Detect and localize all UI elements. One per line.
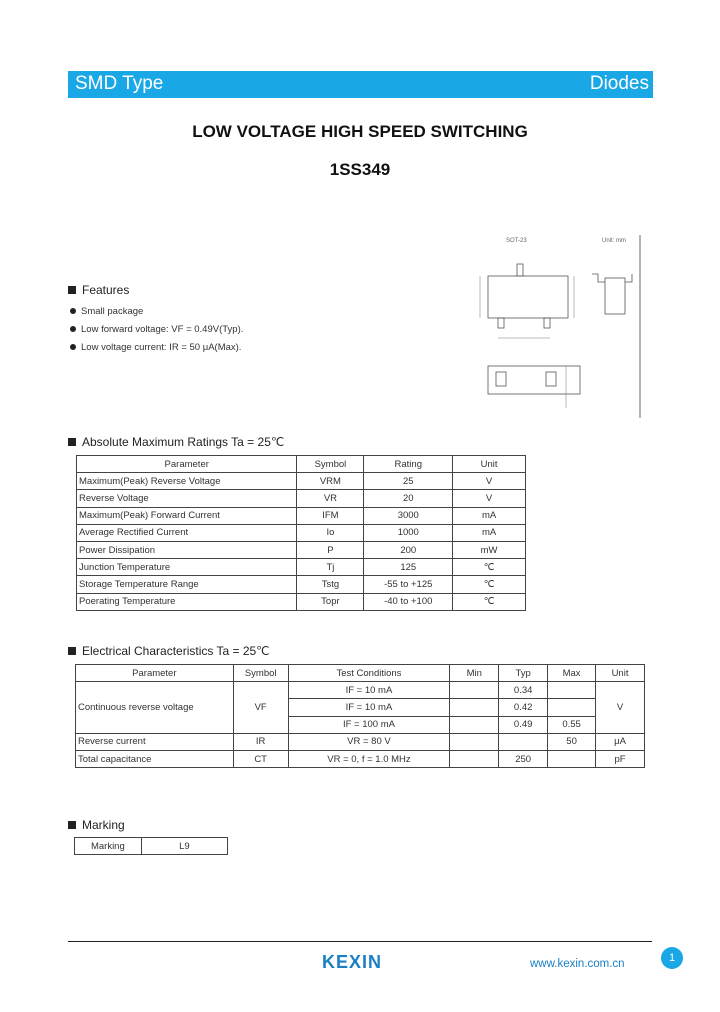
cell-max: 0.55 <box>548 716 596 733</box>
cell-max <box>548 699 596 716</box>
elec-heading <box>68 644 270 658</box>
cell-rating: 125 <box>364 559 453 576</box>
table-row <box>75 838 228 855</box>
table-row <box>76 750 645 767</box>
table-row <box>77 559 526 576</box>
col-typ: Typ <box>499 665 548 682</box>
col-unit: Unit <box>453 456 526 473</box>
diagram-package-label: SOT-23 <box>506 238 527 244</box>
cell-conditions: VR = 0, f = 1.0 MHz <box>288 750 450 767</box>
feature-text: Low forward voltage: VF = 0.49V(Typ). <box>81 323 244 335</box>
cell-symbol: CT <box>233 750 288 767</box>
document-title: LOW VOLTAGE HIGH SPEED SWITCHING <box>192 122 528 141</box>
marking-label: Marking <box>75 838 142 855</box>
cell-typ: 0.42 <box>499 699 548 716</box>
bullet-square-icon <box>68 438 76 446</box>
cell-symbol: IR <box>233 733 288 750</box>
table-row <box>77 490 526 507</box>
table-header-row <box>76 665 645 682</box>
cell-unit: ℃ <box>453 559 526 576</box>
cell-conditions: VR = 80 V <box>288 733 450 750</box>
cell-conditions: IF = 10 mA <box>288 682 450 699</box>
cell-unit: mA <box>453 507 526 524</box>
cell-min <box>450 699 499 716</box>
bullet-dot-icon <box>70 326 76 332</box>
cell-parameter: Storage Temperature Range <box>77 576 297 593</box>
feature-item <box>70 302 243 320</box>
cell-symbol: VRM <box>297 473 364 490</box>
cell-parameter: Maximum(Peak) Forward Current <box>77 507 297 524</box>
cell-parameter: Junction Temperature <box>77 559 297 576</box>
abs-max-heading-text: Absolute Maximum Ratings Ta = 25℃ <box>82 435 285 449</box>
col-parameter: Parameter <box>76 665 234 682</box>
cell-typ: 0.49 <box>499 716 548 733</box>
feature-item <box>70 320 243 338</box>
marking-value: L9 <box>141 838 227 855</box>
table-row <box>76 733 645 750</box>
website-link[interactable]: www.kexin.com.cn <box>530 958 625 970</box>
cell-parameter: Average Rectified Current <box>77 524 297 541</box>
elec-heading-text: Electrical Characteristics Ta = 25℃ <box>82 644 270 658</box>
col-symbol: Symbol <box>233 665 288 682</box>
cell-parameter: Reverse current <box>76 733 234 750</box>
table-row <box>77 524 526 541</box>
cell-unit: ℃ <box>453 576 526 593</box>
marking-table <box>74 837 228 855</box>
cell-max: 50 <box>548 733 596 750</box>
cell-unit: μA <box>596 733 645 750</box>
cell-unit: ℃ <box>453 593 526 610</box>
cell-unit: V <box>453 473 526 490</box>
header-bar <box>68 71 653 98</box>
cell-symbol: Io <box>297 524 364 541</box>
cell-rating: -55 to +125 <box>364 576 453 593</box>
col-unit: Unit <box>596 665 645 682</box>
cell-parameter: Total capacitance <box>76 750 234 767</box>
cell-unit: mW <box>453 541 526 558</box>
cell-typ <box>499 733 548 750</box>
cell-rating: 20 <box>364 490 453 507</box>
package-outline-diagram <box>470 230 645 420</box>
cell-unit: V <box>596 682 645 734</box>
abs-max-table <box>76 455 526 611</box>
col-rating: Rating <box>364 456 453 473</box>
cell-conditions: IF = 100 mA <box>288 716 450 733</box>
features-heading <box>68 283 129 297</box>
cell-rating: 1000 <box>364 524 453 541</box>
bullet-square-icon <box>68 647 76 655</box>
cell-symbol: VF <box>233 682 288 734</box>
cell-unit: pF <box>596 750 645 767</box>
cell-unit: mA <box>453 524 526 541</box>
cell-symbol: Topr <box>297 593 364 610</box>
cell-parameter: Maximum(Peak) Reverse Voltage <box>77 473 297 490</box>
col-test-conditions: Test Conditions <box>288 665 450 682</box>
part-number: 1SS349 <box>329 160 391 179</box>
footer-divider <box>68 941 652 942</box>
cell-symbol: Tstg <box>297 576 364 593</box>
diagram-unit-label: Unit: mm <box>602 238 626 244</box>
table-row <box>77 593 526 610</box>
cell-rating: 25 <box>364 473 453 490</box>
cell-symbol: VR <box>297 490 364 507</box>
features-list <box>70 302 243 356</box>
col-min: Min <box>450 665 499 682</box>
col-max: Max <box>548 665 596 682</box>
table-row <box>77 507 526 524</box>
col-symbol: Symbol <box>297 456 364 473</box>
cell-conditions: IF = 10 mA <box>288 699 450 716</box>
table-row <box>77 576 526 593</box>
page-number: 1 <box>661 947 683 969</box>
cell-symbol: IFM <box>297 507 364 524</box>
kexin-logo: KEXIN <box>322 952 383 972</box>
feature-text: Small package <box>81 305 144 317</box>
cell-rating: 3000 <box>364 507 453 524</box>
cell-min <box>450 716 499 733</box>
header-type: Diodes <box>589 73 649 94</box>
features-heading-text: Features <box>82 283 130 297</box>
cell-parameter: Reverse Voltage <box>77 490 297 507</box>
cell-symbol: Tj <box>297 559 364 576</box>
cell-max <box>548 750 596 767</box>
cell-parameter: Continuous reverse voltage <box>76 682 234 734</box>
bullet-square-icon <box>68 821 76 829</box>
cell-parameter: Power Dissipation <box>77 541 297 558</box>
feature-item <box>70 338 243 356</box>
cell-typ: 250 <box>499 750 548 767</box>
feature-text: Low voltage current: IR = 50 μA(Max). <box>81 341 242 353</box>
header-category: SMD Type <box>75 73 164 94</box>
marking-heading-text: Marking <box>82 818 125 832</box>
cell-typ: 0.34 <box>499 682 548 699</box>
cell-min <box>450 750 499 767</box>
bullet-dot-icon <box>70 344 76 350</box>
cell-min <box>450 682 499 699</box>
col-parameter: Parameter <box>77 456 297 473</box>
table-header-row <box>77 456 526 473</box>
abs-max-heading <box>68 435 284 449</box>
marking-heading <box>68 818 125 832</box>
table-row <box>77 541 526 558</box>
cell-unit: V <box>453 490 526 507</box>
cell-symbol: P <box>297 541 364 558</box>
cell-rating: 200 <box>364 541 453 558</box>
table-row <box>76 682 645 699</box>
cell-parameter: Poerating Temperature <box>77 593 297 610</box>
cell-rating: -40 to +100 <box>364 593 453 610</box>
table-row <box>77 473 526 490</box>
cell-min <box>450 733 499 750</box>
bullet-square-icon <box>68 286 76 294</box>
elec-char-table <box>75 664 645 768</box>
bullet-dot-icon <box>70 308 76 314</box>
cell-max <box>548 682 596 699</box>
